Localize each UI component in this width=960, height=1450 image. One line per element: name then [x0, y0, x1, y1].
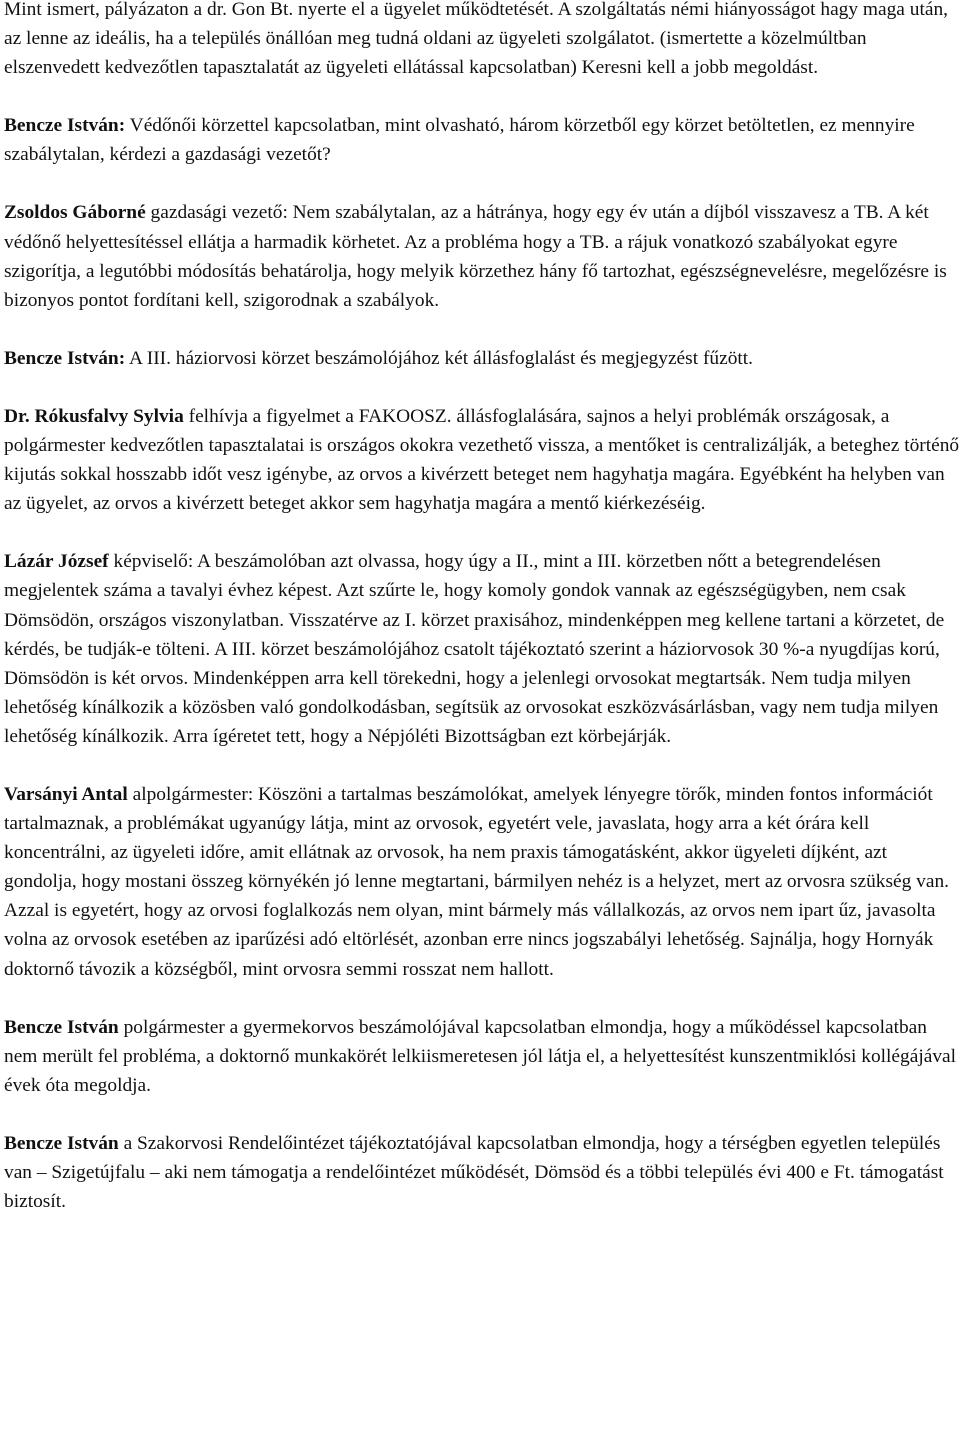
paragraph-bencze-3 [4, 1013, 960, 1100]
paragraph-text: a Szakorvosi Rendelőintézet tájékoztatójával kapcsolatban elmondja, hogy a térségben egyetlen település van – Szigetújfalu – aki nem támogatja a rendelőintézet működését, Dömsöd és a többi település évi 400 e Ft. támogatást biztosít. [4, 1132, 944, 1213]
paragraph-lazar [4, 547, 960, 751]
paragraph-text: gazdasági vezető: Nem szabálytalan, az a hátránya, hogy egy év után a díjból visszavesz a TB. A két védőnő helyettesítéssel ellátja a harmadik körhetet. Az a probléma hogy a TB. a rájuk vonatkozó szabályokat egyre szigorítja, a legutóbbi módosítás behatárolja, hogy melyik körzethez hány fő tartozhat, egészségnevelésre, megelőzésre is bizonyos pontot fordítani kell, szigorodnak a szabályok. [4, 202, 947, 311]
paragraph-text: képviselő: A beszámolóban azt olvassa, hogy úgy a II., mint a III. körzetben nőtt a betegrendelésen megjelentek száma a tavalyi évhez képest. Azt szűrte le, hogy komoly gondok vannak az egészségügyben, nem csak Dömsödön, országos viszonylatban. Visszatérve az I. körzet praxisához, mindenképpen meg kellene tartani a körzetet, de kérdés, be tudják-e tölteni. A III. körzet beszámolójához csatolt tájékoztató szerint a háziorvosok 30 %-a nyugdíjas korú, Dömsödön is két orvos. Mindenképpen arra kell törekedni, hogy a jelenlegi orvosokat megtartsák. Nem tudja milyen lehetőség kínálkozik a közösben való gondolkodásban, segítsük az orvosokat eszközvásárlásban, vagy nem tudja milyen lehetőség kínálkozik. Arra ígéretet tett, hogy a Népjóléti Bizottságban ezt körbejárják. [4, 551, 945, 747]
speaker-name: Bencze István: [4, 115, 126, 137]
speaker-name: Bencze István [4, 1132, 119, 1154]
paragraph-bencze-4 [4, 1129, 960, 1216]
paragraph-text: Védőnői körzettel kapcsolatban, mint olvasható, három körzetből egy körzet betöltetlen, ez mennyire szabálytalan, kérdezi a gazdasági vezetőt? [4, 115, 915, 166]
paragraph-rokusfalvy [4, 402, 960, 518]
paragraph-varsanyi [4, 780, 960, 984]
speaker-name: Bencze István [4, 1016, 119, 1038]
paragraph-text: alpolgármester: Köszöni a tartalmas beszámolókat, amelyek lényegre törők, minden fontos információt tartalmaznak, a problémákat ugyanúgy látja, mint az orvosok, egyetért vele, javaslata, hogy arra a két órára kell koncentrálni, az ügyeleti időre, amit ellátnak az orvosok, ha nem praxis támogatásként, akkor ügyeleti díjként, azt gondolja, hogy mostani összeg környékén jó lenne megtartani, bármilyen nehéz is a helyzet, mert az orvosra szükség van. Azzal is egyetért, hogy az orvosi foglalkozás nem olyan, mint bármely más vállalkozás, az orvos nem ipart űz, javasolta volna az orvosok esetében az iparűzési adó eltörlését, azonban erre nincs jogszabályi lehetőség. Sajnálja, hogy Hornyák doktornő távozik a községből, mint orvosra semmi rosszat nem hallott. [4, 783, 949, 980]
speaker-name: Varsányi Antal [4, 783, 128, 805]
speaker-name: Dr. Rókusfalvy Sylvia [4, 405, 184, 427]
paragraph-text: Mint ismert, pályázaton a dr. Gon Bt. nyerte el a ügyelet működtetését. A szolgáltatás némi hiányosságot hagy maga után, az lenne az ideális, ha a település önállóan meg tudná oldani az ügyeleti szolgálatot. (ismertette a közelmúltban elszenvedett kedvezőtlen tapasztalatát az ügyeleti ellátással kapcsolatban) Keresni kell a jobb megoldást. [4, 0, 948, 79]
paragraph-text: felhívja a figyelmet a FAKOOSZ. állásfoglalására, sajnos a helyi problémák országosak, a polgármester kedvezőtlen tapasztalatai is országos okokra vezethető vissza, a mentőket is centralizálják, a beteghez történő kijutás sokkal hosszabb időt vesz igénybe, az orvos a kivérzett beteget nem hagyhatja magára. Egyébként ha helyben van az ügyelet, az orvos a kivérzett beteget akkor sem hagyhatja magára a mentő kiérkezéséig. [4, 405, 960, 515]
paragraph-intro [4, 0, 960, 82]
speaker-name: Lázár József [4, 551, 109, 573]
speaker-name: Bencze István: [4, 347, 126, 369]
paragraph-text: A III. háziorvosi körzet beszámolójához két állásfoglalást és megjegyzést fűzött. [125, 347, 754, 369]
speaker-name: Zsoldos Gáborné [4, 202, 146, 224]
paragraph-text: polgármester a gyermekorvos beszámolójával kapcsolatban elmondja, hogy a működéssel kapcsolatban nem merült fel probléma, a doktornő munkakörét lelkiismeretesen jól látja el, a helyettesítést kunszentmiklósi kollégájával évek óta megoldja. [4, 1016, 957, 1096]
paragraph-zsoldos [4, 198, 960, 314]
paragraph-bencze-1 [4, 111, 960, 169]
paragraph-bencze-2 [4, 344, 960, 373]
